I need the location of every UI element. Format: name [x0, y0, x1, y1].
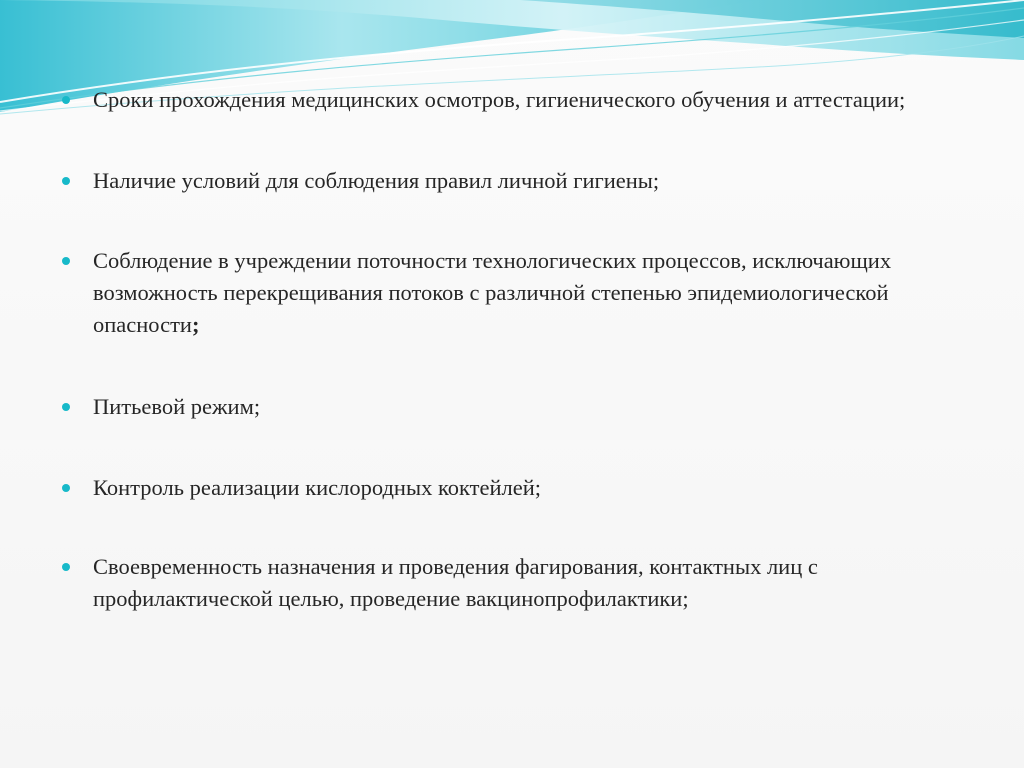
bullet-dot-icon — [62, 403, 70, 411]
bullet-item — [62, 391, 962, 423]
bullet-item — [62, 84, 962, 116]
bullet-item — [62, 165, 962, 197]
bullet-list — [62, 84, 962, 615]
bullet-text: Наличие условий для соблюдения правил личной гигиены; — [93, 168, 660, 193]
bullet-text: Питьевой режим; — [93, 394, 261, 419]
bullet-dot-icon — [62, 257, 70, 265]
bullet-text-bold-punctuation: ; — [191, 312, 200, 337]
bullet-dot-icon — [62, 177, 70, 185]
bullet-item — [62, 472, 962, 504]
bullet-dot-icon — [62, 96, 70, 104]
bullet-text: Контроль реализации кислородных коктейлей; — [93, 475, 542, 500]
bullet-text: Сроки прохождения медицинских осмотров, гигиенического обучения и аттестации; — [93, 87, 906, 112]
bullet-item — [62, 551, 962, 615]
bullet-item — [62, 245, 962, 341]
bullet-dot-icon — [62, 563, 70, 571]
bullet-dot-icon — [62, 484, 70, 492]
bullet-text: Своевременность назначения и проведения фагирования, контактных лиц с профилактической целью, проведение вакцинопрофилактики; — [93, 554, 818, 611]
bullet-text: Соблюдение в учреждении поточности технологических процессов, исключающих возможность перекрещивания потоков с различной степенью эпидемиологической опасности — [93, 248, 892, 337]
